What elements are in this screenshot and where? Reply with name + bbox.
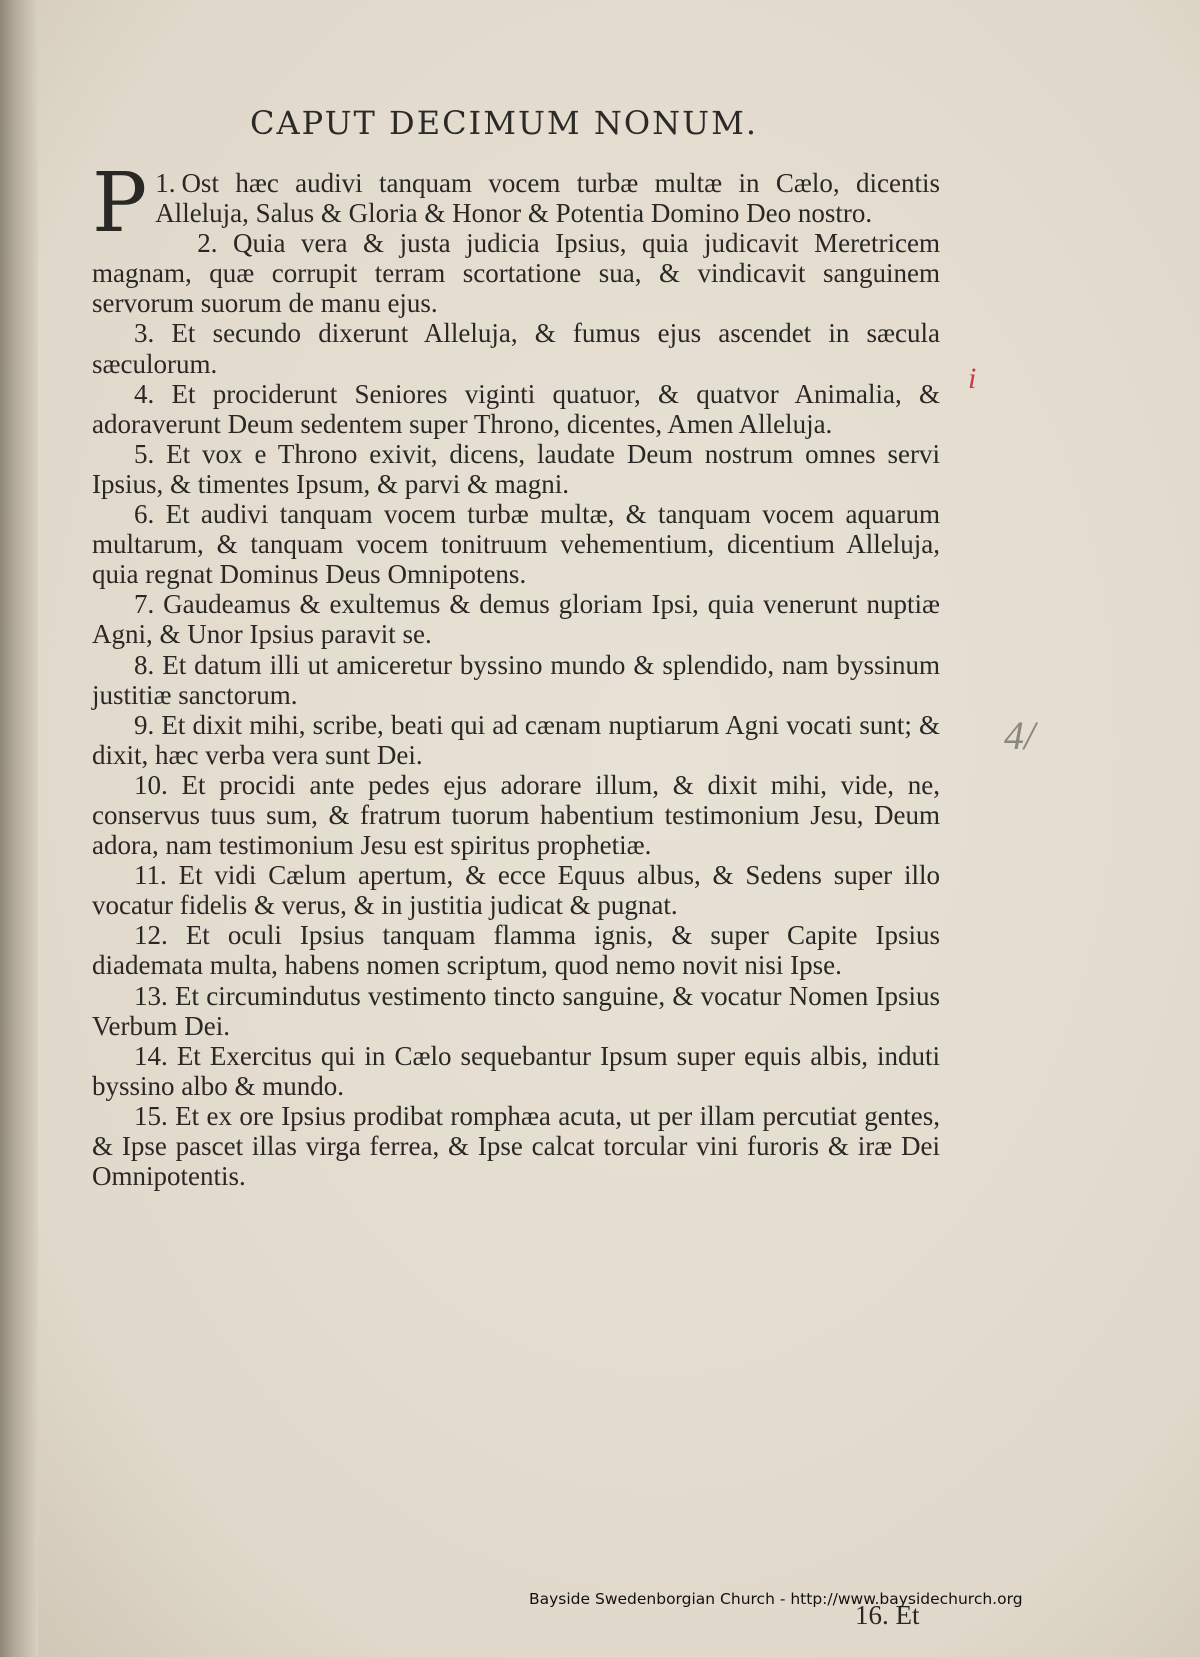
verse-text: Et circumindutus vestimento tincto sanguine, & vocatur Nomen Ipsius Verbum Dei. [92,980,941,1041]
verse-paragraph [92,860,940,920]
verse-text-block [92,156,941,1192]
verse-number: 8. [134,649,155,680]
verse-text: Et secundo dixerunt Alleluja, & fumus ejus ascendet in sæcula sæculorum. [92,318,941,379]
catchword: 16. Et [855,1600,920,1630]
verse-text: Et datum illi ut amiceretur byssino mundo & splendido, nam byssinum justitiæ sanctorum. [92,649,940,710]
verse-number: 3. [134,318,155,349]
source-credit-footer: Bayside Swedenborgian Church - http://www.baysidechurch.org [529,1590,1023,1608]
verse-number: 7. [134,589,155,620]
verse-number: 15. [134,1100,168,1131]
verse-text: Et Exercitus qui in Cælo sequebantur Ipsum super equis albis, induti byssino albo & mundo. [92,1040,941,1101]
verse-paragraph [92,650,940,710]
verse-text: Et vox e Throno exivit, dicens, laudate Deum nostrum omnes servi Ipsius, & timentes Ipsum, & parvi & magni. [92,438,941,499]
verse-number: 10. [134,769,168,800]
drop-capital: P [92,156,148,251]
verse-text: Et procidi ante pedes ejus adorare illum, & dixit mihi, vide, ne, conservus tuus sum, & fratrum tuorum habentium testimonium Jesu, Deum adora, nam testimonium Jesu est spiritus prophetiæ. [92,769,940,861]
verse-number: 11. [134,860,167,891]
verse-paragraph [92,156,940,251]
verse-paragraph [92,318,940,378]
verse-text: Gaudeamus & exultemus & demus gloriam Ipsi, quia venerunt nuptiæ Agni, & Unor Ipsius paravit se. [92,589,941,650]
verse-number: 5. [134,438,155,469]
verse-paragraph [92,920,940,980]
verse-number: 2. [197,228,218,259]
verse-number: 4. [134,378,155,409]
verse-text: Quia vera & justa judicia Ipsius, quia judicavit Meretricem magnam, quæ corrupit terram scortatione sua, & vindicavit sanguinem servorum suorum de manu ejus. [92,228,941,319]
verse-paragraph [92,1041,940,1101]
verse-paragraph [92,589,940,649]
verse-text: Et oculi Ipsius tanquam flamma ignis, & super Capite Ipsius diademata multa, habens nomen scriptum, quod nemo novit nisi Ipse. [92,920,941,981]
verse-text: Et vidi Cælum apertum, & ecce Equus albus, & Sedens super illo vocatur fidelis & verus, & in justitia judicat & pugnat. [92,860,941,921]
verse-paragraph [92,499,940,589]
verse-number: 12. [134,920,168,951]
verse-paragraph [92,379,940,439]
verse-number: 9. [134,709,155,740]
verse-paragraph [92,1101,940,1191]
verse-paragraph [92,981,940,1041]
margin-annotation: 4/ [1004,713,1036,758]
verse-number: 14. [134,1040,168,1071]
book-gutter-shadow [0,0,38,1657]
verse-paragraph [92,710,940,770]
verse-paragraph [92,228,940,318]
verse-number: 1. [155,168,176,198]
verse-paragraph [92,770,940,860]
verse-text: Et dixit mihi, scribe, beati qui ad cænam nuptiarum Agni vocati sunt; & dixit, hæc verba vera sunt Dei. [92,709,940,770]
chapter-heading: CAPUT DECIMUM NONUM. [250,104,758,142]
verse-text: Et prociderunt Seniores viginti quatuor, & quatvor Animalia, & adoraverunt Deum sedentem super Throno, dicentes, Amen Alleluja. [92,378,941,439]
verse-number: 6. [134,499,155,530]
verse-paragraph [92,439,940,499]
verse-text: Et ex ore Ipsius prodibat romphæa acuta, ut per illam percutiat gentes, & Ipse pascet illas virga ferrea, & Ipse calcat torcular vini furoris & iræ Dei Omnipotentis. [92,1100,940,1192]
verse-number: 13. [134,980,168,1011]
margin-annotation: i [968,362,977,395]
verse-text: Et audivi tanquam vocem turbæ multæ, & tanquam vocem aquarum multarum, & tanquam vocem tonitruum vehementium, dicentium Alleluja, quia regnat Dominus Deus Omnipotens. [92,499,941,590]
verse-text: Ost hæc audivi tanquam vocem turbæ multæ in Cælo, dicentis Alleluja, Salus & Gloria & Honor & Potentia Domino Deo nostro. [155,168,940,229]
